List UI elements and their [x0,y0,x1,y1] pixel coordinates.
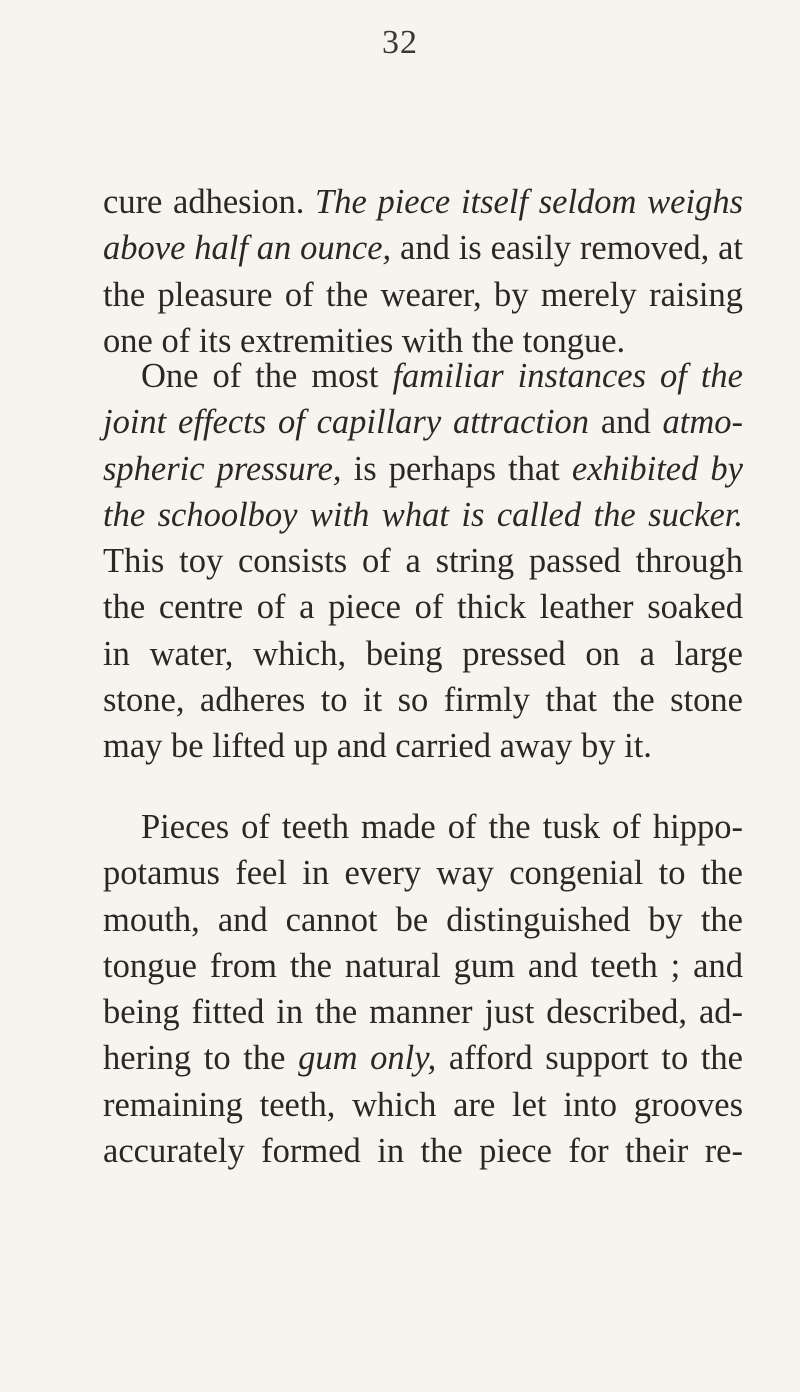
italic-text: joint effects of capillary attraction [103,403,590,442]
text-run: hering to the [103,1039,299,1078]
text-run: Pieces of teeth made of the tusk of hippo- [141,808,743,846]
text-run: and is easily removed, at [391,229,744,268]
italic-text: gum only, [298,1039,437,1078]
text-run: being fitted in the manner just described, ad- [103,993,743,1032]
text-run: is perhaps that [341,449,572,488]
text-line [103,677,743,723]
italic-text: atmo- [662,403,743,442]
italic-text: familiar instances of the [392,357,743,395]
text-run: potamus feel in every way congenial to the [103,854,743,893]
text-run: stone, adheres to it so firmly that the stone [103,681,743,720]
text-line [103,584,743,630]
text-line [103,225,743,271]
text-line [103,272,743,318]
text-line [103,723,743,769]
text-line [103,943,743,989]
text-run: may be lifted up and carried away by it. [103,727,652,766]
text-run: mouth, and cannot be distinguished by the [103,900,743,939]
text-line [103,446,743,492]
text-run: cure adhesion. [103,183,316,221]
text-run: tongue from the natural gum and teeth ; and [103,946,743,985]
text-line [103,850,743,896]
text-line [103,631,743,677]
text-line [103,804,743,850]
text-line [103,897,743,943]
text-line [103,179,743,225]
paragraph-3 [103,804,743,1174]
text-run: afford support to the [436,1039,743,1078]
text-run: the pleasure of the wearer, by merely raising [103,275,743,314]
text-run: One of the most [141,357,393,395]
paragraph-1 [103,179,743,364]
text-line [103,399,743,445]
text-line [103,538,743,584]
italic-text: the schoolboy with what is called the sucker. [103,495,743,534]
text-run: and [589,403,663,442]
text-line [103,1128,743,1174]
text-line [103,989,743,1035]
text-line [103,492,743,538]
text-run: in water, which, being pressed on a large [103,634,743,673]
text-line [103,1035,743,1081]
text-run: remaining teeth, which are let into grooves [103,1085,743,1124]
italic-text: exhibited by [571,449,743,488]
italic-text: The piece itself seldom weighs [315,183,743,221]
text-line [103,1082,743,1128]
text-run: This toy consists of a string passed through [103,542,743,581]
italic-text: above half an ounce, [103,229,392,268]
paragraph-2 [103,353,743,770]
italic-text: spheric pressure, [103,449,342,488]
text-run: the centre of a piece of thick leather soaked [103,588,743,627]
text-run: one of its extremities with the tongue. [103,321,626,360]
page-number: 32 [382,24,418,61]
text-run: accurately formed in the piece for their re- [103,1132,743,1171]
text-line [103,353,743,399]
